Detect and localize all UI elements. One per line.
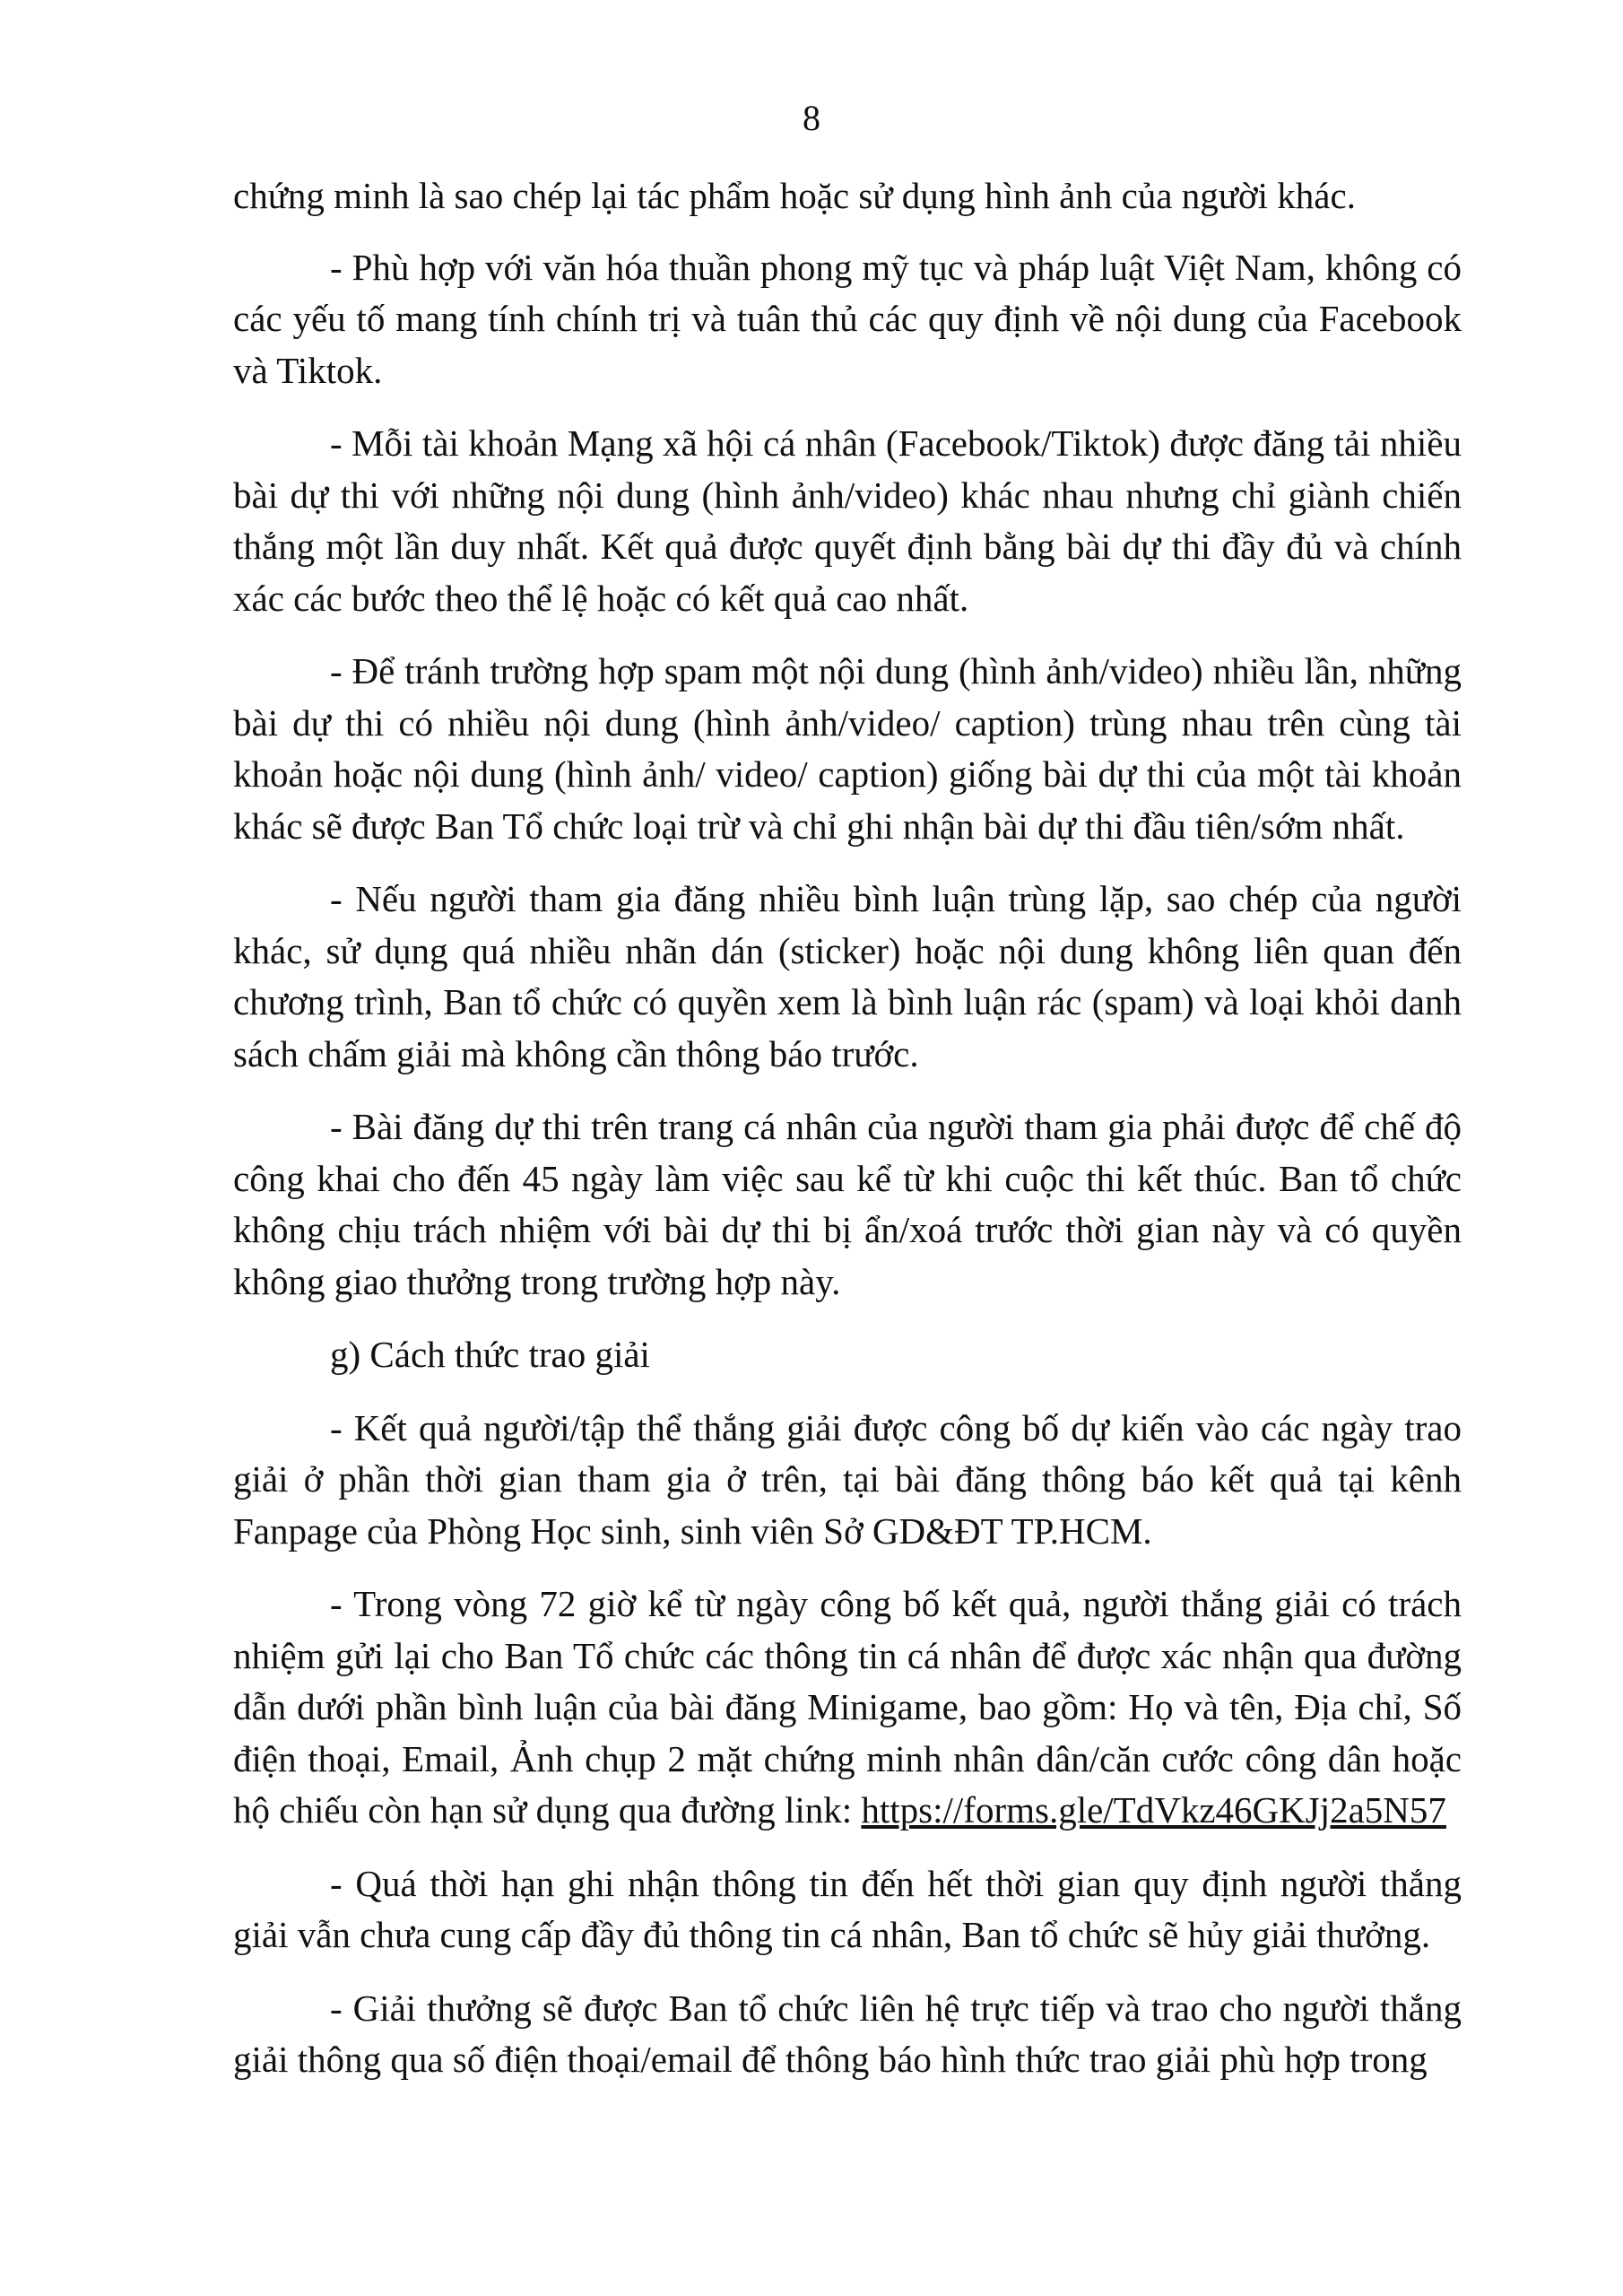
document-body — [233, 170, 1462, 2108]
paragraph-prize-delivery: - Giải thưởng sẽ được Ban tổ chức liên hệ trực tiếp và trao cho người thắng giải thông qua số điện thoại/email để thông báo hình thức trao giải phù hợp trong — [233, 1987, 1462, 2080]
paragraph-winner-info-text: - Trong vòng 72 giờ kể từ ngày công bố kết quả, người thắng giải có trách nhiệm gửi lại cho Ban Tổ chức các thông tin cá nhân để được xác nhận qua đường dẫn dưới phần bình luận của bài đăng Minigame, bao gồm: Họ và tên, Địa chỉ, Số điện thoại, Email, Ảnh chụp 2 mặt chứng minh nhân dân/căn cước công dân hoặc hộ chiếu còn hạn sử dụng qua đường link: — [233, 1583, 1462, 1831]
form-link[interactable]: https://forms.gle/TdVkz46GKJj2a5N57 — [861, 1789, 1446, 1831]
paragraph-deadline: - Quá thời hạn ghi nhận thông tin đến hết thời gian quy định người thắng giải vẫn chưa cung cấp đầy đủ thông tin cá nhân, Ban tổ chức sẽ hủy giải thưởng. — [233, 1862, 1462, 1955]
paragraph-spam-comments: - Nếu người tham gia đăng nhiều bình luận trùng lặp, sao chép của người khác, sử dụng quá nhiều nhãn dán (sticker) hoặc nội dung không liên quan đến chương trình, Ban tổ chức có quyền xem là bình luận rác (spam) và loại khỏi danh sách chấm giải mà không cần thông báo trước. — [233, 878, 1462, 1074]
paragraph-account-entries: - Mỗi tài khoản Mạng xã hội cá nhân (Facebook/Tiktok) được đăng tải nhiều bài dự thi với những nội dung (hình ảnh/video) khác nhau nhưng chỉ giành chiến thắng một lần duy nhất. Kết quả được quyết định bằng bài dự thi đầy đủ và chính xác các bước theo thể lệ hoặc có kết quả cao nhất. — [233, 422, 1462, 619]
paragraph-results-announcement: - Kết quả người/tập thể thắng giải được công bố dự kiến vào các ngày trao giải ở phần thời gian tham gia ở trên, tại bài đăng thông báo kết quả tại kênh Fanpage của Phòng Học sinh, sinh viên Sở GD&ĐT TP.HCM. — [233, 1406, 1462, 1552]
paragraph-winner-info — [233, 1578, 1462, 1837]
paragraph-public-post: - Bài đăng dự thi trên trang cá nhân của người tham gia phải được để chế độ công khai cho đến 45 ngày làm việc sau kể từ khi cuộc thi kết thúc. Ban tổ chức không chịu trách nhiệm với bài dự thi bị ẩn/xoá trước thời gian này và có quyền không giao thưởng trong trường hợp này. — [233, 1106, 1462, 1302]
paragraph-culture-compliance: - Phù hợp với văn hóa thuần phong mỹ tục và pháp luật Việt Nam, không có các yếu tố mang tính chính trị và tuân thủ các quy định về nội dung của Facebook và Tiktok. — [233, 246, 1462, 391]
section-heading-award-method: g) Cách thức trao giải — [330, 1334, 650, 1375]
paragraph-continuation: chứng minh là sao chép lại tác phẩm hoặc sử dụng hình ảnh của người khác. — [233, 175, 1356, 216]
paragraph-spam-entries: - Để tránh trường hợp spam một nội dung (hình ảnh/video) nhiều lần, những bài dự thi có nhiều nội dung (hình ảnh/video/ caption) trùng nhau trên cùng tài khoản hoặc nội dung (hình ảnh/ video/ caption) giống bài dự thi của một tài khoản khác sẽ được Ban Tổ chức loại trừ và chỉ ghi nhận bài dự thi đầu tiên/sớm nhất. — [233, 650, 1462, 847]
page-number: 8 — [803, 98, 820, 138]
